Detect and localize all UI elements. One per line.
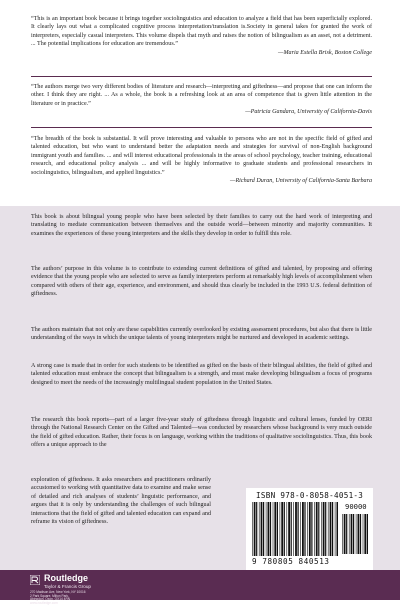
endorsement-quote-1 <box>31 15 372 57</box>
quote-attribution: —Patricia Gandara, University of California-Davis <box>245 109 372 116</box>
description-paragraph: The authors’ purpose in this volume is to contribute to extending current definitions of gifted and talented, by proposing and offering evidence that the young people who are selected to serve as family interpreters perform at remarkably high levels of accomplishment when compared with others of their age, experience, and environment, and should thus clearly be included in the 1993 U.S. federal definition of giftedness. <box>31 266 372 298</box>
divider <box>31 127 372 128</box>
description-paragraph: The authors maintain that not only are these capabilities currently overlooked by existing assessment procedures, but also that there is little understanding of the ways in which the unique talents of young interpreters might be nurtured and developed in academic settings. <box>31 327 372 342</box>
description-paragraph: The research this book reports—part of a larger five-year study of giftedness through linguistic and cultural lenses, funded by OERI through the National Research Center on the Gifted and Talented—was conducted by researchers whose background is very much outside the field of gifted education. Rather, their focus is on language, working within the traditions of qualitative sociolinguistics. Thus, this book offers a unique approach to the <box>31 417 372 449</box>
divider <box>31 76 372 77</box>
description-paragraph-continued: exploration of giftedness. It asks researchers and practitioners ordinarily accustomed to working with quantitative data to examine and make sense of detailed and rich analyses of students’ linguistic performance, and argues that it is only by understanding the challenges of such bilingual interactions that the field of gifted and talented education can expand and reframe its vision of giftedness. <box>31 477 211 526</box>
quote-attribution: —Maria Estella Brisk, Boston College <box>278 49 372 56</box>
quote-text: “The authors merge two very different bodies of literature and research—interpreting and giftedness—and propose that one can inform the other. I think they are right. ... As a whole, the book is a refreshing look at an area of competence that is given little attention in the literature or in practice.” <box>31 84 372 107</box>
ean-barcode <box>252 502 338 556</box>
quote-text: “This is an important book because it brings together sociolinguistics and education to analyze a field that has been superficially explored. It clearly lays out what a complicated cognitive process interpretation/translation is.Society in general takes for granted the work of interpreters, especially casual interpreters. This volume dispels that myth and raises the notion of bilingualism as an asset, not a detriment. ... The potential implications for education are tremendous.” <box>31 16 372 48</box>
quote-attribution: —Richard Duran, University of California-Santa Barbara <box>230 178 372 185</box>
publisher-address: 270 Madison Ave, New York, NY 10016 2 Park Square, Milton Park, Abingdon, Oxon, OX14 4RN www.routledge.com <box>30 590 86 605</box>
quote-text: “The breadth of the book is substantial. It will prove interesting and valuable to persons who are not in the specific field of gifted and talented education, but who want to understand better the adaptation needs and strategies for survival of non-English background immigrant youth and families. ... and will interest educational professionals in the areas of school psychology, teacher training, educational research, and educational policy analysis ... and will be highly informative to graduate students and professional researchers in sociolinguistics, bilingualism, and applied linguistics.” <box>31 136 372 176</box>
price-addon-digits: 90000 <box>345 502 367 511</box>
description-paragraph: A strong case is made that in order for such students to be identified as gifted on the basis of their bilingual abilities, the field of gifted and talented education must embrace the concept that bilingualism is a strength, and must make developing bilingualism a focus of programs designed to meet the needs of the increasingly multilingual student population in the United States. <box>31 363 372 386</box>
routledge-logo-icon <box>30 575 40 585</box>
endorsement-quote-2 <box>31 83 372 117</box>
isbn-label: ISBN 978-0-8058-4051-3 <box>256 491 364 500</box>
publisher-name: Routledge <box>44 573 88 583</box>
ean-digits: 9 780805 840513 <box>252 557 330 566</box>
addon-barcode <box>342 514 368 554</box>
publisher-group: Taylor & Francis Group <box>44 584 91 589</box>
endorsement-quote-3 <box>31 135 372 185</box>
description-paragraph: This book is about bilingual young people who have been selected by their families to carry out the hard work of interpreting and translating to mediate communication between themselves and the outside world—between minority and majority communities. It examines the experiences of these young interpreters and the skills they develop in order to fulfill this role. <box>31 214 372 237</box>
